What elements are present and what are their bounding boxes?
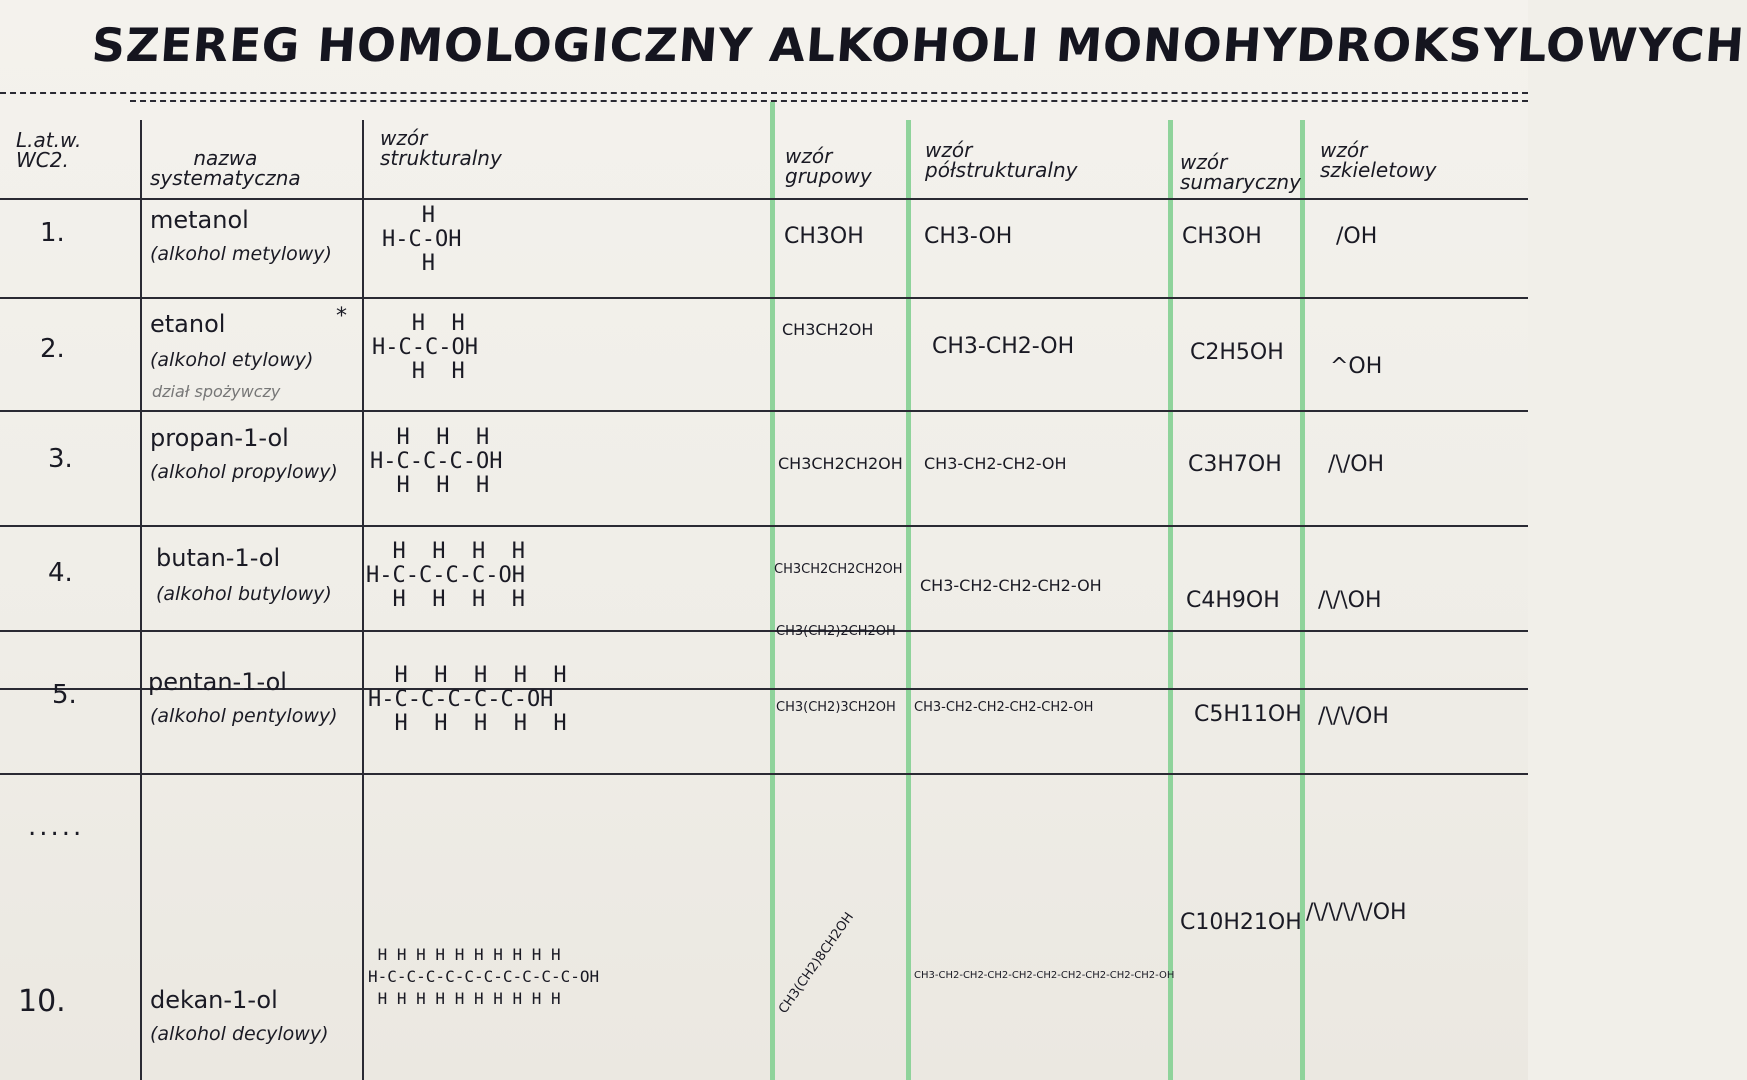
title-underline-2 (130, 100, 1528, 102)
common-name: (alkohol propylowy) (150, 461, 338, 483)
header-group: wzór grupowy (785, 144, 872, 188)
common-name: (alkohol metylowy) (150, 243, 332, 265)
row-divider-3 (0, 525, 1528, 527)
row-divider-1 (0, 297, 1528, 299)
sum-formula: C2H5OH (1190, 340, 1284, 365)
semi-structural-formula: CH3-CH2-CH2-CH2-CH2-OH (914, 700, 1094, 715)
row-divider-4 (0, 630, 1528, 632)
header-sum: wzór sumaryczny (1180, 150, 1301, 194)
semi-structural-formula: CH3-CH2-OH (932, 334, 1075, 359)
semi-structural-formula: CH3-CH2-CH2-CH2-CH2-CH2-CH2-CH2-CH2-CH2-OH (914, 970, 1175, 981)
group-formula: CH3CH2CH2CH2OH (774, 562, 903, 577)
skeletal-formula: /\/\/\/\/OH (1306, 900, 1407, 925)
structural-formula: H H H H H H-C-C-C-C-C-OH H H H H H (368, 663, 567, 736)
row-number: 4. (48, 558, 73, 588)
row-divider-header (0, 198, 1528, 200)
skeletal-formula: /\/\OH (1318, 588, 1382, 613)
structural-formula: H H H H-C-C-C-OH H H H (370, 425, 503, 498)
header-structural: wzór strukturalny (380, 126, 502, 170)
row-number: 10. (18, 984, 66, 1019)
group-formula-alt: CH3(CH2)2CH2OH (776, 624, 896, 639)
systematic-name: metanol (150, 206, 249, 234)
skeletal-formula: /\/\/OH (1318, 704, 1389, 729)
systematic-name: etanol (150, 310, 226, 338)
col-divider-6 (1300, 120, 1305, 1080)
skeletal-formula: ^OH (1330, 354, 1383, 379)
row-number: 5. (52, 680, 77, 710)
semi-structural-formula: CH3-CH2-CH2-CH2-OH (920, 576, 1102, 595)
group-formula: CH3(CH2)3CH2OH (776, 700, 896, 715)
header-lat: L.at.w. WC2. (16, 128, 82, 172)
col-divider-4 (906, 120, 911, 1080)
semi-structural-formula: CH3-OH (924, 224, 1013, 249)
title-underline (0, 92, 1528, 94)
systematic-name: propan-1-ol (150, 424, 289, 452)
col-divider-2 (362, 120, 364, 1080)
row-number: 2. (40, 334, 65, 364)
systematic-name: pentan-1-ol (148, 668, 287, 696)
ellipsis: ..... (28, 812, 85, 842)
header-skeletal: wzór szkieletowy (1320, 138, 1437, 182)
note-star: * (336, 304, 347, 329)
sum-formula: C3H7OH (1188, 452, 1282, 477)
common-name: (alkohol pentylowy) (150, 705, 338, 727)
structural-formula: H H H H H-C-C-C-C-OH H H H H (366, 539, 525, 612)
group-formula: CH3(CH2)8CH2OH (776, 909, 857, 1017)
structural-formula: H H H-C-C-OH H H (372, 311, 478, 384)
semi-structural-formula: CH3-CH2-CH2-OH (924, 454, 1067, 473)
common-name: (alkohol etylowy) (150, 349, 314, 371)
sum-formula: C10H21OH (1180, 910, 1302, 935)
sum-formula: C4H9OH (1186, 588, 1280, 613)
header-semi: wzór półstrukturalny (925, 138, 1078, 182)
sum-formula: C5H11OH (1194, 702, 1302, 727)
group-formula: CH3CH2OH (782, 320, 874, 339)
common-name: (alkohol butylowy) (156, 583, 332, 605)
row-divider-6 (0, 773, 1528, 775)
structural-formula: H H-C-OH H (382, 203, 462, 276)
common-name: (alkohol decylowy) (150, 1023, 329, 1045)
group-formula: CH3OH (784, 224, 864, 249)
systematic-name: butan-1-ol (156, 544, 281, 572)
col-divider-1 (140, 120, 142, 1080)
row-divider-2 (0, 410, 1528, 412)
structural-formula: H H H H H H H H H H H-C-C-C-C-C-C-C-C-C-C-OH H H H H H H H H H H (368, 945, 600, 1008)
page-title: SZEREG HOMOLOGICZNY ALKOHOLI MONOHYDROKSYLOWYCH (90, 18, 1747, 72)
row-number: 1. (40, 218, 65, 248)
skeletal-formula: /OH (1336, 224, 1378, 249)
skeletal-formula: /\/OH (1328, 452, 1385, 477)
sum-formula: CH3OH (1182, 224, 1262, 249)
systematic-name: dekan-1-ol (150, 986, 278, 1014)
group-formula: CH3CH2CH2OH (778, 454, 903, 473)
col-divider-5 (1168, 120, 1173, 1080)
header-name: nazwa systematyczna (150, 146, 301, 190)
col-divider-3 (770, 102, 775, 1080)
note: dział spożywczy (152, 382, 281, 401)
row-number: 3. (48, 444, 73, 474)
